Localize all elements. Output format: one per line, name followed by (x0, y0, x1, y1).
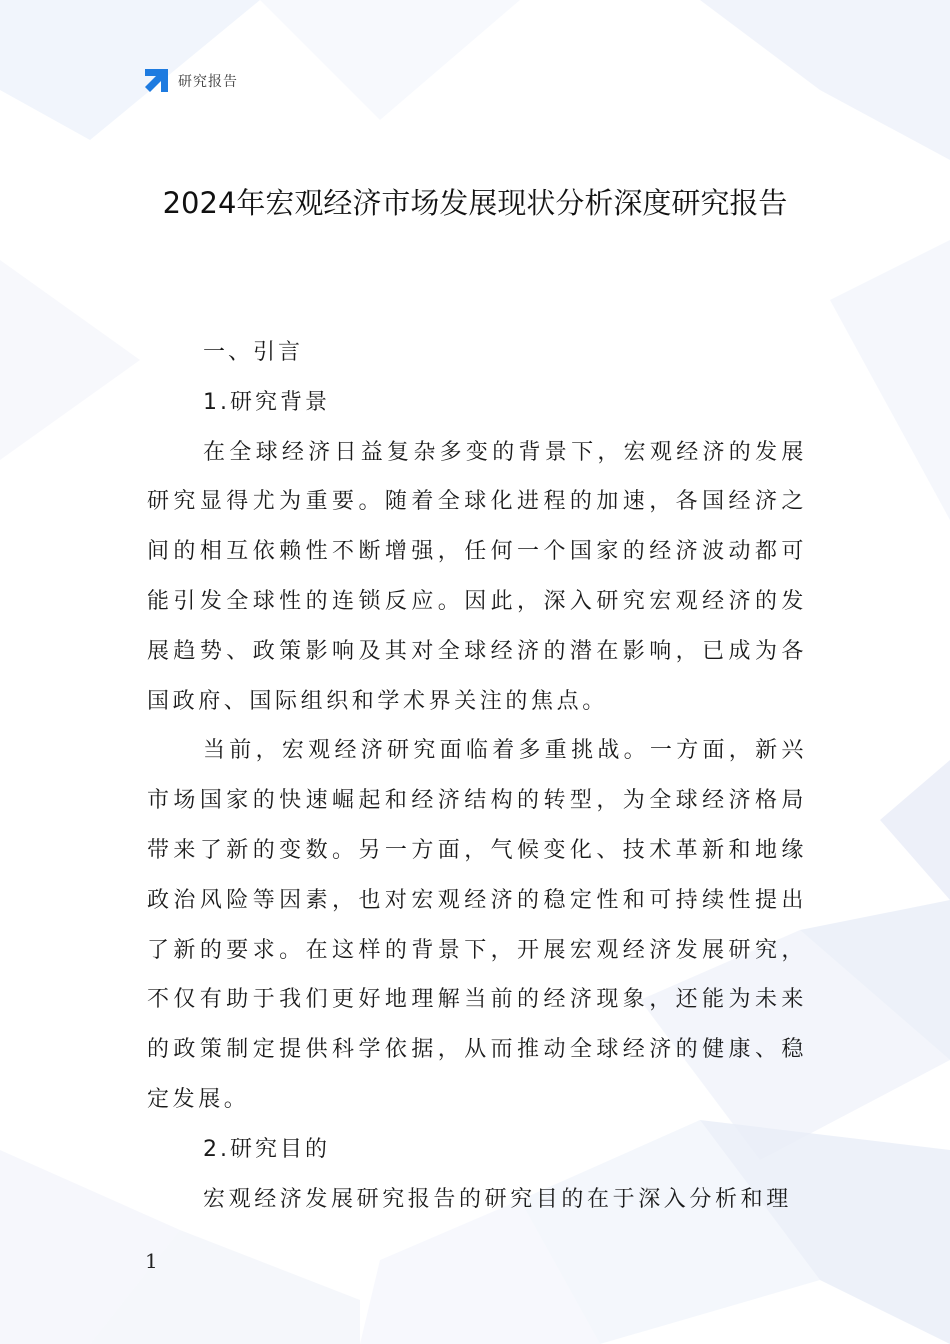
paragraph-background-1: 在全球经济日益复杂多变的背景下，宏观经济的发展研究显得尤为重要。随着全球化进程的加速，各国经济之间的相互依赖性不断增强，任何一个国家的经济波动都可能引发全球性的连锁反应。因此，深入研究宏观经济的发展趋势、政策影响及其对全球经济的潜在影响，已成为各国政府、国际组织和学术界关注的焦点。 (147, 439, 807, 714)
document-body (147, 328, 807, 1224)
section-heading-introduction: 一、引言 (203, 340, 304, 365)
document-title: 2024年宏观经济市场发展现状分析深度研究报告 (162, 186, 788, 220)
arrow-up-right-icon (143, 68, 169, 94)
subsection-heading-purpose: 2.研究目的 (203, 1136, 330, 1162)
page-number: 1 (145, 1249, 158, 1273)
paragraph-background-2: 当前，宏观经济研究面临着多重挑战。一方面，新兴市场国家的快速崛起和经济结构的转型，为全球经济格局带来了新的变数。另一方面，气候变化、技术革新和地缘政治风险等因素，也对宏观经济的稳定性和可持续性提出了新的要求。在这样的背景下，开展宏观经济发展研究，不仅有助于我们更好地理解当前的经济现象，还能为未来的政策制定提供科学依据，从而推动全球经济的健康、稳定发展。 (147, 738, 807, 1112)
paragraph-purpose-1: 宏观经济发展研究报告的研究目的在于深入分析和理 (203, 1186, 792, 1212)
subsection-heading-background: 1.研究背景 (203, 389, 330, 415)
brand-label: 研究报告 (178, 74, 238, 90)
report-header (143, 68, 238, 94)
